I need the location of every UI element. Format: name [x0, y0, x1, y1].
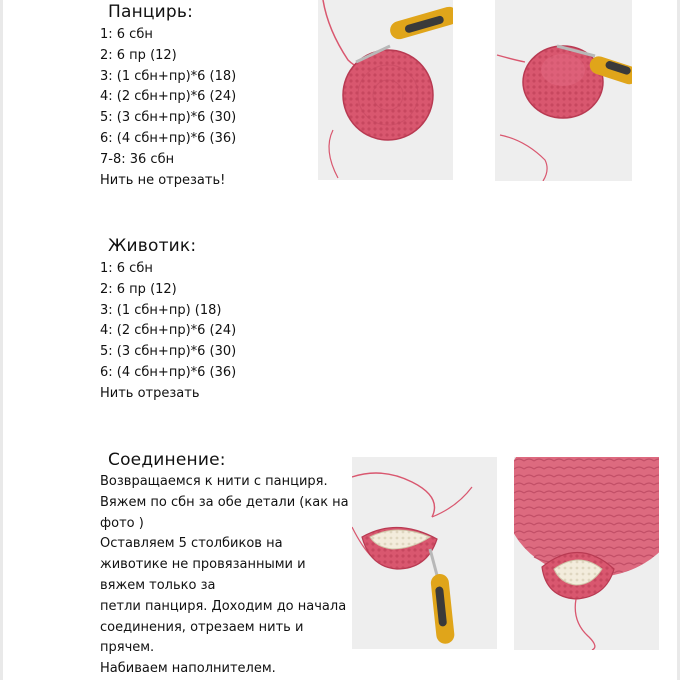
joining-line: Набиваем наполнителем. — [100, 661, 276, 677]
belly-instructions — [100, 259, 236, 405]
crochet-joining-icon — [352, 457, 497, 649]
shell-row: 5: (3 сбн+пр)*6 (30) — [100, 110, 237, 126]
belly-row: 5: (3 сбн+пр)*6 (30) — [100, 344, 237, 360]
joining-line: Возвращаемся к нити с панциря. — [100, 474, 328, 489]
joining-line: Оставляем 5 столбиков на — [100, 536, 283, 552]
shell-note: Нить не отрезать! — [100, 172, 226, 188]
crochet-flat-circle-photo — [318, 0, 453, 180]
crochet-joined-photo — [514, 457, 659, 650]
crochet-shell-dome-icon — [495, 0, 632, 181]
joining-line: животике не провязанными и — [100, 557, 306, 573]
belly-row: 2: 6 пр (12) — [100, 281, 177, 297]
crochet-joined-yarn-ball-icon — [514, 457, 659, 650]
belly-heading: Животик: — [108, 236, 197, 256]
joining-line: соединения, отрезаем нить и — [100, 619, 304, 635]
crochet-flat-circle-icon — [318, 0, 453, 180]
belly-row: 6: (4 сбн+пр)*6 (36) — [100, 364, 237, 380]
shell-row: 2: 6 пр (12) — [100, 47, 177, 63]
shell-row: 3: (1 сбн+пр)*6 (18) — [100, 68, 237, 84]
belly-note: Нить отрезать — [100, 385, 200, 401]
crochet-joining-photo — [352, 457, 497, 649]
shell-row: 7-8: 36 сбн — [100, 151, 175, 167]
joining-instructions — [100, 472, 349, 680]
shell-row: 4: (2 сбн+пр)*6 (24) — [100, 89, 237, 105]
page-left-edge — [0, 0, 3, 680]
joining-heading: Соединение: — [108, 450, 226, 470]
crochet-shell-dome-photo — [495, 0, 632, 181]
shell-instructions — [100, 25, 236, 191]
belly-row: 3: (1 сбн+пр) (18) — [100, 302, 222, 318]
shell-row: 1: 6 сбн — [100, 27, 153, 42]
shell-heading: Панцирь: — [108, 2, 194, 22]
joining-line: фото ) — [100, 515, 144, 531]
joining-line: петли панциря. Доходим до начала — [100, 598, 347, 614]
shell-row: 6: (4 сбн+пр)*6 (36) — [100, 130, 237, 146]
belly-row: 4: (2 сбн+пр)*6 (24) — [100, 323, 237, 339]
joining-line: прячем. — [100, 640, 155, 656]
joining-line: вяжем только за — [100, 577, 216, 593]
joining-line: Вяжем по сбн за обе детали (как на — [100, 494, 349, 510]
belly-row: 1: 6 сбн — [100, 261, 153, 276]
